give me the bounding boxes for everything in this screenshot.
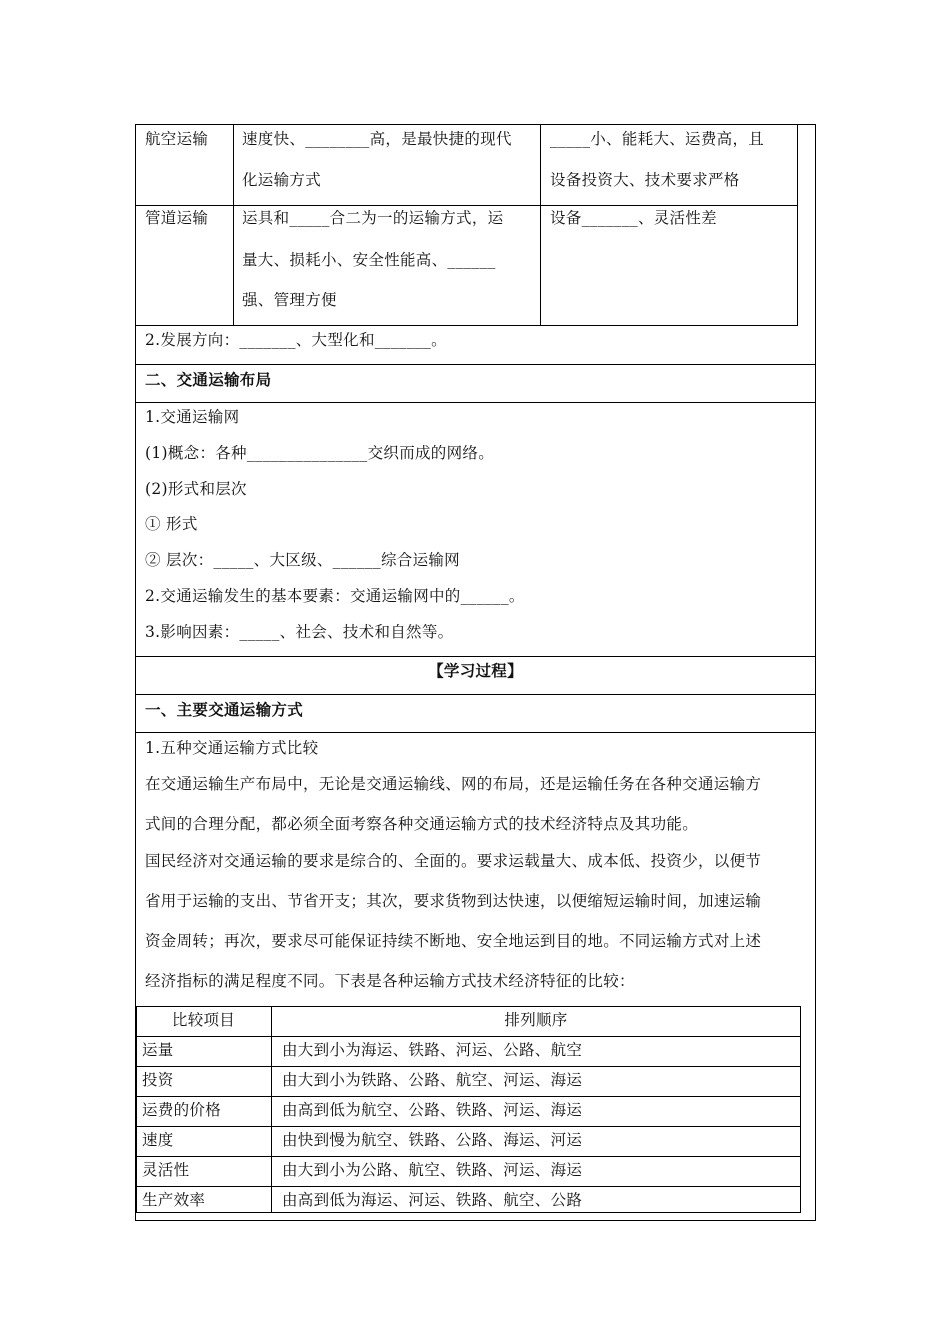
compare-row-4-order: 由快到慢为航空、铁路、公路、海运、河运 (282, 1131, 583, 1149)
top-table-col1-border (233, 124, 234, 326)
compare-row-3-item: 运费的价格 (142, 1101, 222, 1119)
compare-table-col-divider (271, 1006, 272, 1213)
row-pipeline-adv-line1: 运具和_____合二为一的运输方式，运 (242, 209, 504, 227)
para2-line-4: 经济指标的满足程度不同。下表是各种运输方式技术经济特征的比较： (145, 972, 635, 990)
development-direction: 2.发展方向：_______、大型化和_______。 (145, 331, 447, 349)
compare-header-order: 排列顺序 (504, 1011, 568, 1029)
divider-before-process (135, 656, 816, 657)
process-heading: 【学习过程】 (428, 662, 523, 680)
compare-table-line-4 (136, 1126, 801, 1127)
compare-row-6-order: 由高到低为海运、河运、铁路、航空、公路 (282, 1191, 583, 1209)
compare-row-1-item: 运量 (142, 1041, 174, 1059)
divider-after-section1-heading (135, 732, 816, 733)
divider-after-process (135, 694, 816, 695)
top-table-bottom-border (135, 325, 798, 326)
top-table-row-divider (135, 205, 798, 206)
compare-row-6-item: 生产效率 (142, 1191, 206, 1209)
compare-table-line-6 (136, 1186, 801, 1187)
section2-line-7: 3.影响因素：_____、社会、技术和自然等。 (145, 623, 454, 641)
row-pipeline-adv-line3: 强、管理方便 (242, 291, 337, 309)
top-table-right-border (797, 124, 798, 326)
row-aviation-adv-line1: 速度快、________高，是最快捷的现代 (242, 130, 512, 148)
compare-header-item: 比较项目 (171, 1011, 236, 1029)
para1-line-2: 式间的合理分配，都必须全面考察各种交通运输方式的技术经济特点及其功能。 (145, 815, 699, 833)
row-pipeline-dis-line1: 设备_______、灵活性差 (550, 209, 717, 227)
compare-row-5-item: 灵活性 (142, 1161, 190, 1179)
compare-table-line-2 (136, 1066, 801, 1067)
compare-row-1-order: 由大到小为海运、铁路、河运、公路、航空 (282, 1041, 583, 1059)
compare-table-line-3 (136, 1096, 801, 1097)
compare-row-5-order: 由大到小为公路、航空、铁路、河运、海运 (282, 1161, 583, 1179)
compare-table-line-1 (136, 1036, 801, 1037)
para2-line-2: 省用于运输的支出、节省开支；其次，要求货物到达快速，以便缩短运输时间，加速运输 (145, 892, 762, 910)
compare-table-line-5 (136, 1156, 801, 1157)
row-aviation-dis-line1: _____小、能耗大、运费高，且 (550, 130, 765, 148)
section2-line-6: 2.交通运输发生的基本要素：交通运输网中的______。 (145, 587, 525, 605)
row-aviation-dis-line2: 设备投资大、技术要求严格 (550, 171, 740, 189)
compare-row-4-item: 速度 (142, 1131, 174, 1149)
compare-row-3-order: 由高到低为航空、公路、铁路、河运、海运 (282, 1101, 583, 1119)
row-aviation-name: 航空运输 (145, 130, 209, 148)
divider-after-section2-heading (135, 402, 816, 403)
row-aviation-adv-line2: 化运输方式 (242, 171, 322, 189)
para2-line-1: 国民经济对交通运输的要求是综合的、全面的。要求运载量大、成本低、投资少，以便节 (145, 852, 762, 870)
top-table-col2-border (540, 124, 541, 326)
row-pipeline-adv-line2: 量大、损耗小、安全性能高、______ (242, 251, 496, 269)
row-pipeline-name: 管道运输 (145, 209, 209, 227)
section2-line-4: ① 形式 (145, 515, 198, 533)
section2-line-5: ② 层次：_____、大区级、______综合运输网 (145, 551, 460, 569)
compare-row-2-item: 投资 (142, 1071, 174, 1089)
top-table-top-border (135, 124, 798, 125)
section1-heading: 一、主要交通运输方式 (145, 701, 304, 719)
section2-line-2: (1)概念：各种_______________交织而成的网络。 (145, 444, 495, 462)
divider-before-section2 (135, 364, 816, 365)
para2-line-3: 资金周转；再次，要求尽可能保证持续不断地、安全地运到目的地。不同运输方式对上述 (145, 932, 762, 950)
section1-subheading: 1.五种交通运输方式比较 (145, 739, 319, 757)
section2-line-1: 1.交通运输网 (145, 408, 240, 426)
section2-line-3: (2)形式和层次 (145, 480, 247, 498)
para1-line-1: 在交通运输生产布局中，无论是交通运输线、网的布局，还是运输任务在各种交通运输方 (145, 775, 762, 793)
compare-row-2-order: 由大到小为铁路、公路、航空、河运、海运 (282, 1071, 583, 1089)
section2-heading: 二、交通运输布局 (145, 371, 272, 389)
